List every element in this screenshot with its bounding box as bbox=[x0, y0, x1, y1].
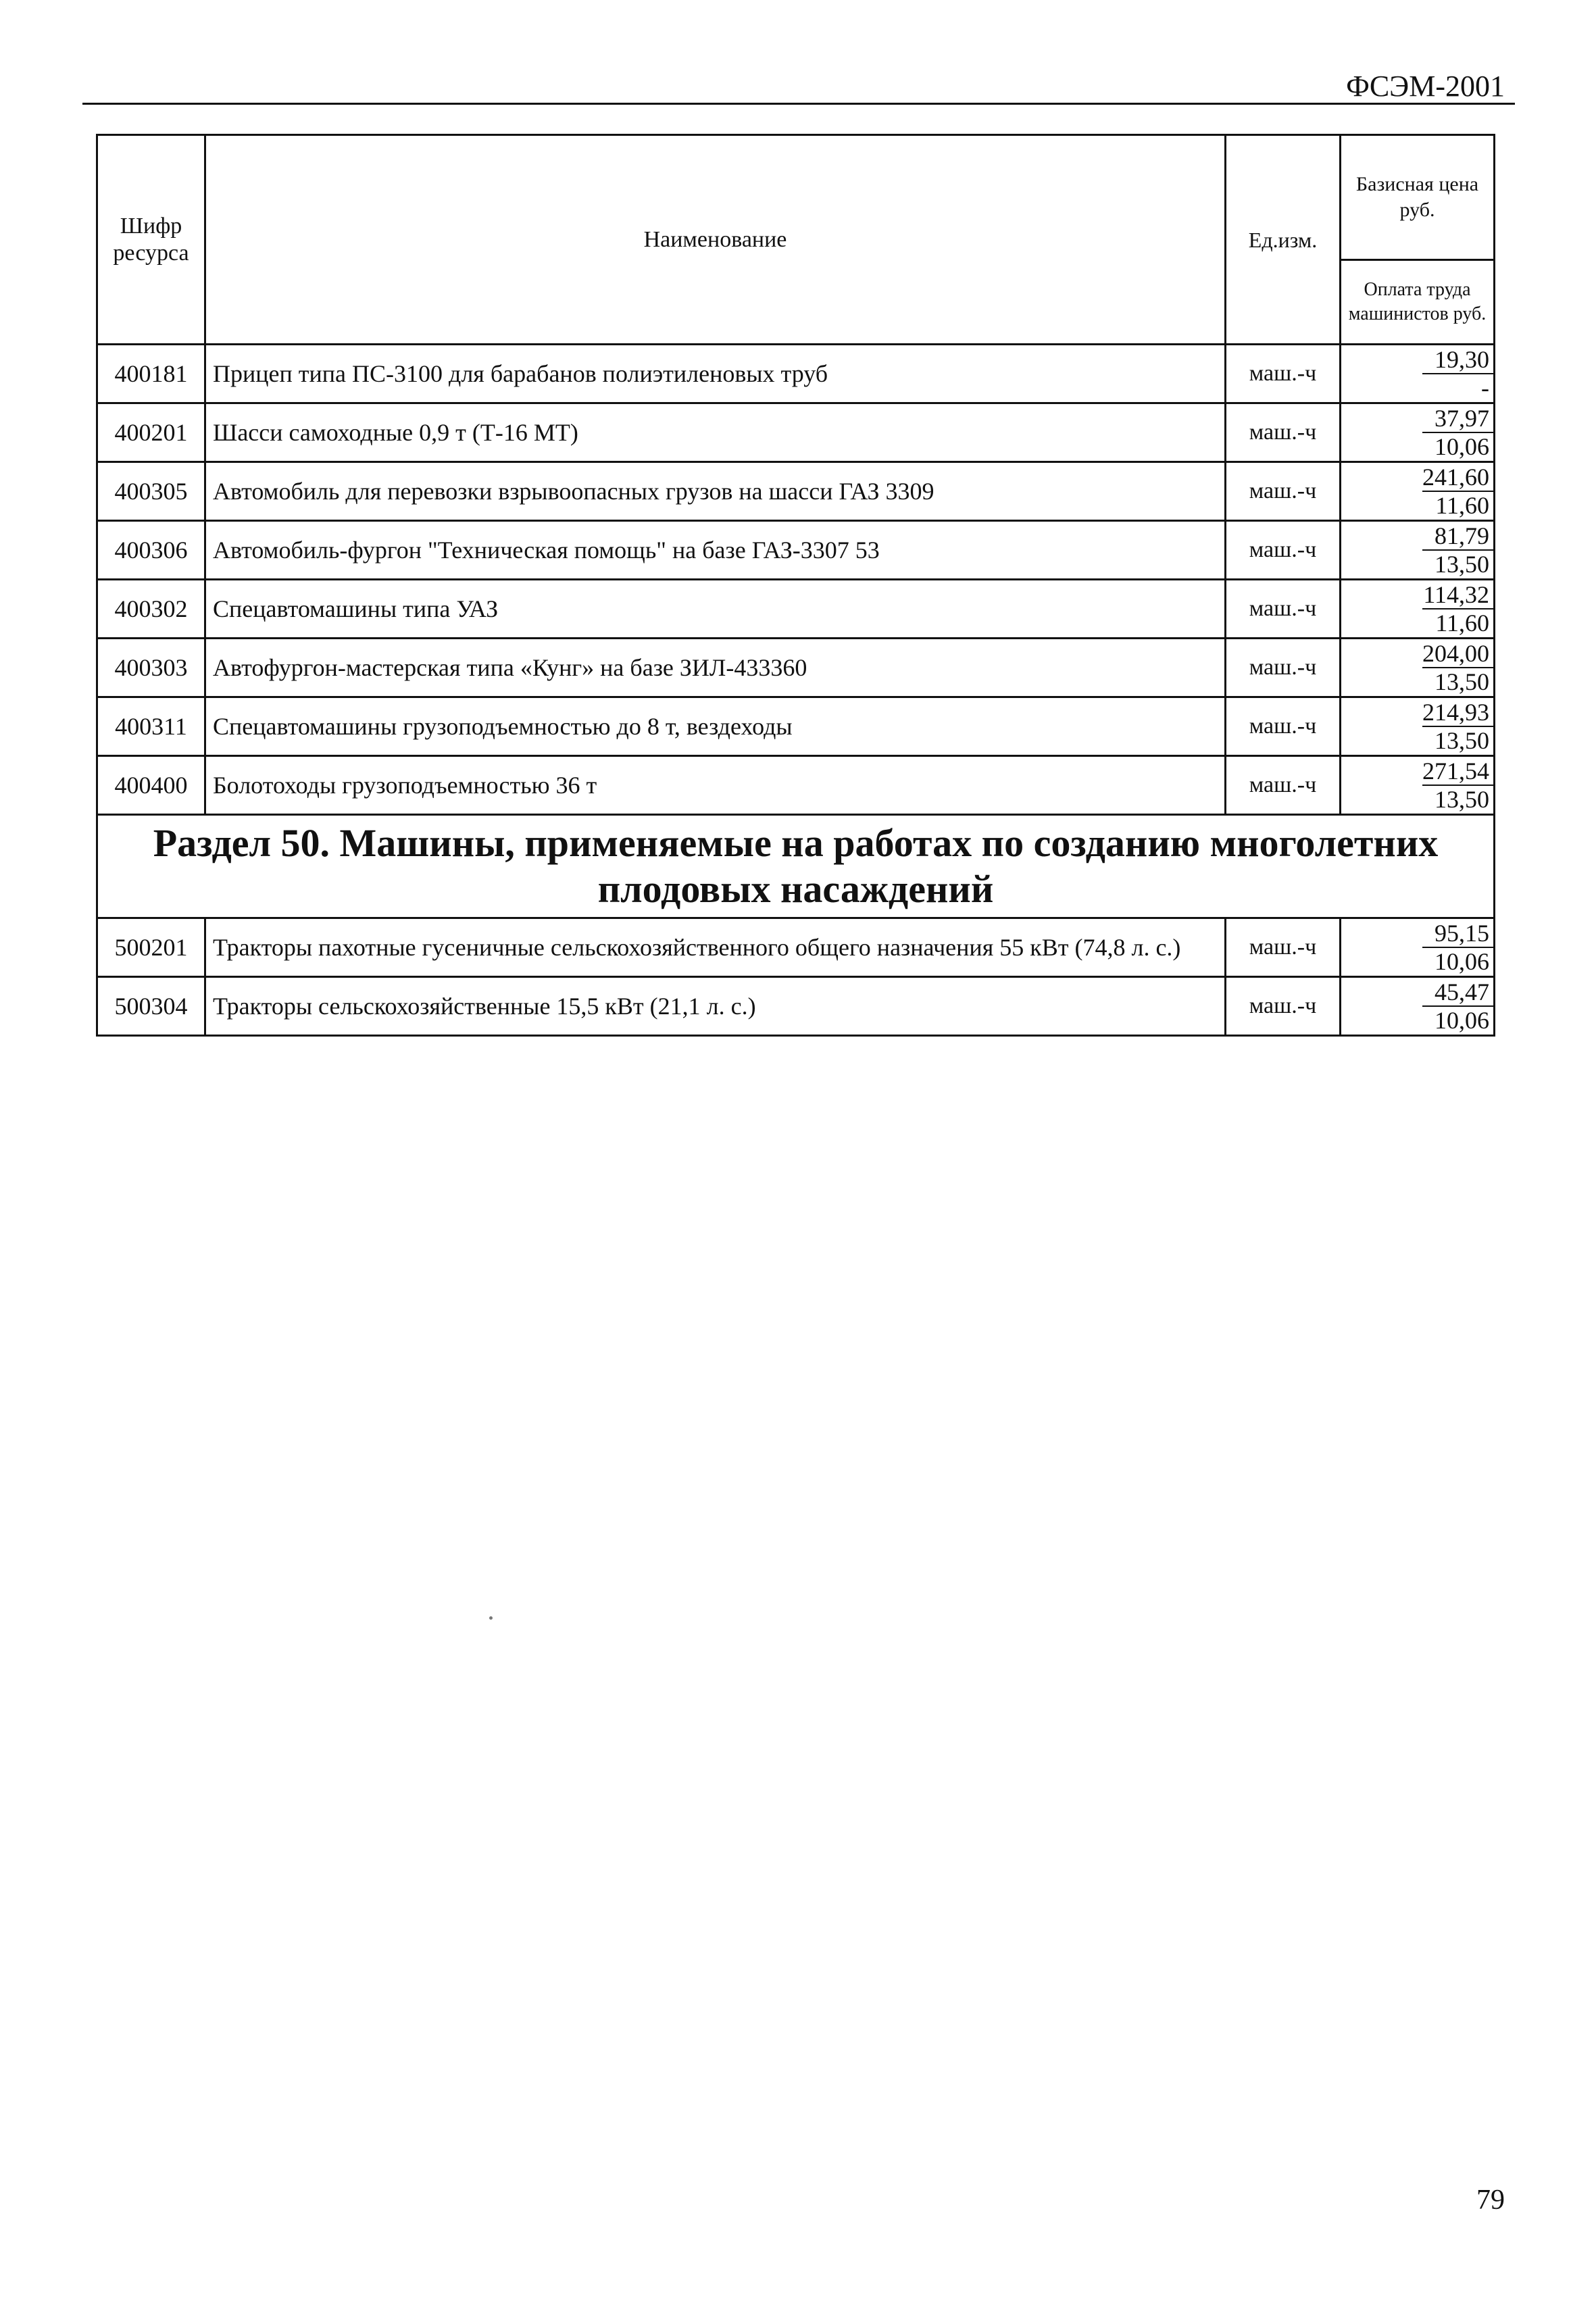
header-rule bbox=[82, 103, 1515, 105]
resource-name: Спецавтомашины грузоподъемностью до 8 т, вездеходы bbox=[205, 697, 1226, 756]
base-price: 19,30 bbox=[1422, 346, 1493, 374]
resource-code: 400303 bbox=[97, 639, 205, 697]
resource-unit: маш.-ч bbox=[1226, 580, 1341, 639]
resource-code: 500201 bbox=[97, 918, 205, 977]
resource-values bbox=[1341, 462, 1495, 521]
resource-unit: маш.-ч bbox=[1226, 697, 1341, 756]
operator-pay: 11,60 bbox=[1435, 492, 1489, 519]
header-pay: Оплата труда машинистов руб. bbox=[1341, 260, 1495, 345]
table-row bbox=[97, 580, 1495, 639]
base-price: 204,00 bbox=[1422, 640, 1493, 668]
resource-code: 400400 bbox=[97, 756, 205, 815]
resource-unit: маш.-ч bbox=[1226, 521, 1341, 580]
table-row bbox=[97, 918, 1495, 977]
table-row bbox=[97, 345, 1495, 403]
table-row bbox=[97, 977, 1495, 1036]
base-price: 241,60 bbox=[1422, 464, 1493, 492]
header-price: Базисная цена руб. bbox=[1341, 135, 1495, 260]
table-row bbox=[97, 639, 1495, 697]
resource-values bbox=[1341, 403, 1495, 462]
resource-values bbox=[1341, 756, 1495, 815]
operator-pay: - bbox=[1481, 374, 1489, 401]
resource-unit: маш.-ч bbox=[1226, 639, 1341, 697]
base-price: 214,93 bbox=[1422, 699, 1493, 727]
resource-code: 400181 bbox=[97, 345, 205, 403]
resource-unit: маш.-ч bbox=[1226, 345, 1341, 403]
table-header-row bbox=[97, 135, 1495, 260]
operator-pay: 10,06 bbox=[1435, 433, 1489, 460]
resource-values bbox=[1341, 918, 1495, 977]
resource-name: Спецавтомашины типа УАЗ bbox=[205, 580, 1226, 639]
resource-values bbox=[1341, 639, 1495, 697]
operator-pay: 10,06 bbox=[1435, 1007, 1489, 1034]
table-row bbox=[97, 403, 1495, 462]
resource-name: Шасси самоходные 0,9 т (Т-16 МТ) bbox=[205, 403, 1226, 462]
resource-name: Автомобиль-фургон "Техническая помощь" на базе ГАЗ-3307 53 bbox=[205, 521, 1226, 580]
table-row bbox=[97, 756, 1495, 815]
base-price: 271,54 bbox=[1422, 757, 1493, 786]
operator-pay: 11,60 bbox=[1435, 609, 1489, 637]
table-row bbox=[97, 462, 1495, 521]
resource-unit: маш.-ч bbox=[1226, 756, 1341, 815]
page-number: 79 bbox=[1476, 2185, 1505, 2216]
resource-values bbox=[1341, 580, 1495, 639]
resource-name: Прицеп типа ПС-3100 для барабанов полиэтиленовых труб bbox=[205, 345, 1226, 403]
header-code: Шифр ресурса bbox=[97, 135, 205, 345]
base-price: 114,32 bbox=[1422, 581, 1493, 609]
resource-name: Тракторы пахотные гусеничные сельскохозяйственного общего назначения 55 кВт (74,8 л. с.) bbox=[205, 918, 1226, 977]
document-code: ФСЭМ-2001 bbox=[1346, 70, 1505, 103]
table-row bbox=[97, 697, 1495, 756]
table-row bbox=[97, 521, 1495, 580]
operator-pay: 13,50 bbox=[1435, 727, 1489, 754]
resource-name: Автофургон-мастерская типа «Кунг» на базе ЗИЛ-433360 bbox=[205, 639, 1226, 697]
resource-values bbox=[1341, 697, 1495, 756]
operator-pay: 13,50 bbox=[1435, 786, 1489, 813]
base-price: 45,47 bbox=[1422, 978, 1493, 1007]
resource-name: Болотоходы грузоподъемностью 36 т bbox=[205, 756, 1226, 815]
operator-pay: 13,50 bbox=[1435, 551, 1489, 578]
resource-values bbox=[1341, 977, 1495, 1036]
resource-values bbox=[1341, 345, 1495, 403]
resource-code: 500304 bbox=[97, 977, 205, 1036]
resource-unit: маш.-ч bbox=[1226, 918, 1341, 977]
resource-values bbox=[1341, 521, 1495, 580]
resource-name: Автомобиль для перевозки взрывоопасных грузов на шасси ГАЗ 3309 bbox=[205, 462, 1226, 521]
operator-pay: 13,50 bbox=[1435, 668, 1489, 695]
scan-speck bbox=[489, 1616, 493, 1620]
operator-pay: 10,06 bbox=[1435, 948, 1489, 975]
header-name: Наименование bbox=[205, 135, 1226, 345]
header-unit: Ед.изм. bbox=[1226, 135, 1341, 345]
resource-unit: маш.-ч bbox=[1226, 462, 1341, 521]
resource-table bbox=[96, 134, 1495, 1037]
resource-unit: маш.-ч bbox=[1226, 977, 1341, 1036]
resource-code: 400305 bbox=[97, 462, 205, 521]
resource-code: 400311 bbox=[97, 697, 205, 756]
resource-code: 400302 bbox=[97, 580, 205, 639]
section-row bbox=[97, 815, 1495, 918]
base-price: 37,97 bbox=[1422, 405, 1493, 433]
resource-unit: маш.-ч bbox=[1226, 403, 1341, 462]
section-title: Раздел 50. Машины, применяемые на работах по созданию многолетних плодовых насаждений bbox=[97, 815, 1495, 918]
base-price: 81,79 bbox=[1422, 522, 1493, 551]
base-price: 95,15 bbox=[1422, 920, 1493, 948]
resource-code: 400201 bbox=[97, 403, 205, 462]
resource-code: 400306 bbox=[97, 521, 205, 580]
resource-name: Тракторы сельскохозяйственные 15,5 кВт (21,1 л. с.) bbox=[205, 977, 1226, 1036]
